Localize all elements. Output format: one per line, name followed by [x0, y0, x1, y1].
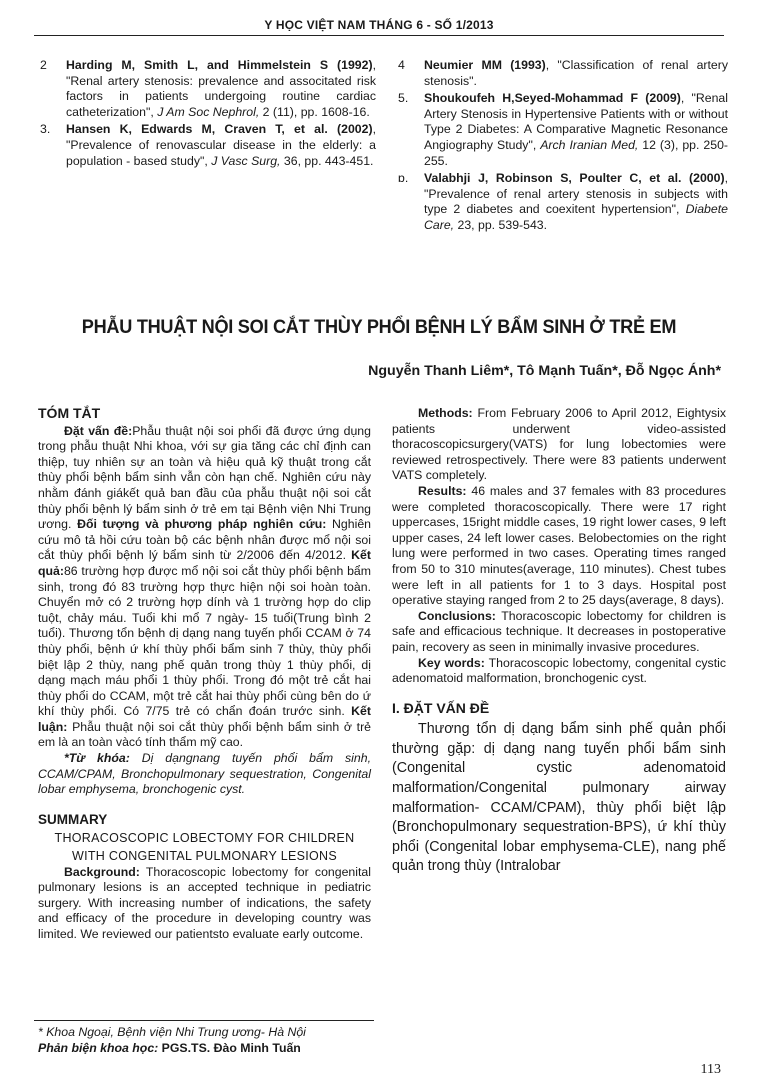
footnote-reviewer-label: Phản biện khoa học: — [38, 1041, 159, 1055]
footnote — [38, 1024, 306, 1056]
reference-body: Neumier MM (1993), "Classification of renal artery stenosis". — [424, 58, 729, 88]
references-left — [40, 58, 376, 171]
reference-item — [40, 58, 376, 120]
left-column — [38, 406, 371, 943]
abstract-keywords: *Từ khóa: Dị dạngnang tuyến phổi bẩm sinh, CCAM/CPAM, Bronchopulmonary sequestration, Congenital lobar emphysema, bronchogenic cyst. — [38, 751, 371, 797]
reference-body: Harding M, Smith L, and Himmelstein S (1992), "Renal artery stenosis: prevalence and associtated risk factors in patients undergoing routine cardiac catheterization", J Am Soc Nephrol, 2 (11), pp. 1608-16. — [66, 58, 376, 119]
abstract-paragraph: Đặt vấn đề:Phẫu thuật nội soi phổi đã được ứng dụng trong phẫu thuật Nhi khoa, với sự gia tăng các chỉ định can thiệp, tuy nhiên sự an toàn và hiệu quả kỹ thuật trong cắt thùy phổi bệnh bẩm sinh vẫn còn hạn chế. Nghiên cứu này nhằm đánh giákết quả ban đầu của phẫu thuật nội soi cắt thùy phổi bệnh lý bẩm sinh ở trẻ em tại Bệnh viện Nhi Trung ương. Đối tượng và phương pháp nghiên cứu: Nghiên cứu mô tả hồi cứu toàn bộ các bệnh nhân được mổ nội soi cắt thùy phổi bệnh lý bẩm sinh từ 2/2006 đến 4/2012. Kết quả:86 trường hợp được mổ nội soi cắt thùy phổi bệnh bẩm sinh, trong đó 83 trường hợp thực hiện nội soi hoàn toàn. Chuyển mở có 2 trường hợp dính và 1 trường hợp do clip tuột, chảy máu. Tuổi khi mổ 7 ngày- 15 tuổi(Trung bình 2 tuổi). Thương tổn bệnh dị dạng nang tuyến phổi CCAM ở 74 thùy phổi, bệnh ứ khí thùy phổi bẩm sinh 7 thùy, thùy phổi biệt lập 2 thùy, nang phế quản trong thùy 1 thùy phổi, dị dạng mạch máu phổi 1 thùy phổi. Trong đó một trẻ cắt hai thùy phổi do CCAM, một trẻ cắt hai thùy phổi cùng bên do ứ khí thùy phổi. Có 7/75 trẻ có chẩn đoán trước sinh. Kết luận: Phẫu thuật nội soi cắt thùy phổi bệnh bẩm sinh ở trẻ em là an toàn vàcó tính thẩm mỹ cao. — [38, 423, 372, 750]
reference-number: ɒ. — [398, 171, 409, 186]
references-right — [398, 58, 728, 236]
reference-body: Shoukoufeh H,Seyed-Mohammad F (2009), "Renal Artery Stenosis in Hypertensive Patients with or without Type 2 Diabetes: A Comparative Magnetic Resonance Angiography Study", Arch Iranian Med, 12 (3), pp. 250-255. — [424, 91, 729, 168]
summary-methods: Methods: From February 2006 to April 2012, Eightysix patients underwent video-assisted thoracoscopicsurgery(VATS) for lung lobectomies were reviewed retrospectively. There were 83 patients underwent VATS completely. — [392, 406, 726, 483]
reference-body: Valabhji J, Robinson S, Poulter C, et al. (2000), "Prevalence of renal artery stenosis in subjects with type 2 diabetes and coexitent hypertension", Diabete Care, 23, pp. 539-543. — [424, 171, 728, 232]
reference-item — [398, 58, 728, 89]
reference-number: 4 — [398, 58, 405, 72]
footnote-rule — [34, 1020, 374, 1021]
footnote-reviewer: PGS.TS. Đào Minh Tuấn — [158, 1041, 301, 1055]
article-authors: Nguyễn Thanh Liêm*, Tô Mạnh Tuấn*, Đỗ Ngọc Ánh* — [368, 363, 721, 379]
section-heading: I. ĐẶT VẤN ĐỀ — [392, 699, 490, 716]
reference-item — [398, 171, 728, 233]
summary-results: Results: 46 males and 37 females with 83 procedures were completed thoracoscopically. There were 17 right uppercases, 15right middle cases, 19 right lower cases, 9 left upper cases, 24 left lower cases. Belobectomies on the right lung were performed in two cases. Operating times ranged from 50 to 310 minutes(average, 110 minutes). Chest tubes were left in all patients for 1 to 3 days. Hospital post operative staying ranged from 2 to 25 days(average, 8 days). — [392, 483, 726, 608]
summary-conclusions: Conclusions: Thoracoscopic lobectomy for children is safe and efficacious technique. It decreases in postoperative pain, recovery as seen in minimally invasive procedures. — [392, 608, 726, 654]
summary-heading: SUMMARY — [38, 811, 108, 827]
section-body — [392, 720, 726, 877]
summary-keywords: Key words: Thoracoscopic lobectomy, congenital cystic adenomatoid malformation, bronchogenic cyst. — [392, 655, 726, 686]
footnote-affiliation: * Khoa Ngoại, Bệnh viện Nhi Trung ương- Hà Nội — [38, 1025, 306, 1039]
header-rule — [34, 35, 724, 36]
reference-number: 2 — [40, 58, 47, 72]
reference-body: Hansen K, Edwards M, Craven T, et al. (2002), "Prevalence of renovascular disease in the elderly: a population - based study", J Vasc Surg, 36, pp. 443-451. — [66, 122, 376, 168]
reference-item — [398, 91, 728, 169]
section-paragraph: Thương tổn dị dạng bẩm sinh phế quản phổi thường gặp: dị dạng nang tuyến phổi bẩm sinh (Congenital cystic adenomatoid malformation/Congenital pulmonary airway malformation- CCAM/CPAM), thùy phổi biệt lập (Bronchopulmonary sequestration-BPS), ứ khí thùy phổi (Congenital lobar emphysema-CLE), nang phế quản trong thùy (Intralobar — [392, 721, 726, 875]
reference-number: 3. — [40, 122, 51, 137]
page-number: 113 — [700, 1062, 721, 1077]
summary-title-line2: WITH CONGENITAL PULMONARY LESIONS — [71, 849, 338, 864]
reference-item — [40, 122, 376, 169]
journal-header: Y HỌC VIỆT NAM THÁNG 6 - SỐ 1/2013 — [264, 18, 494, 32]
summary-background: Background: Thoracoscopic lobectomy for congenital pulmonary lesions is an accepted technique in pediatric surgery. With increasing number of indications, the safety and efficacy of the procedure in developing country was limited. We reviewed our patientsto evaluate early outcome. — [38, 864, 371, 941]
abstract-heading: TÓM TẮT — [38, 405, 101, 421]
reference-number: 5. — [398, 91, 409, 106]
article-title: PHẪU THUẬT NỘI SOI CẮT THÙY PHỔI BỆNH LÝ BẨM SINH Ở TRẺ EM — [81, 316, 677, 338]
right-column — [392, 406, 726, 877]
summary-title-line1: THORACOSCOPIC LOBECTOMY FOR CHILDREN — [54, 831, 355, 846]
